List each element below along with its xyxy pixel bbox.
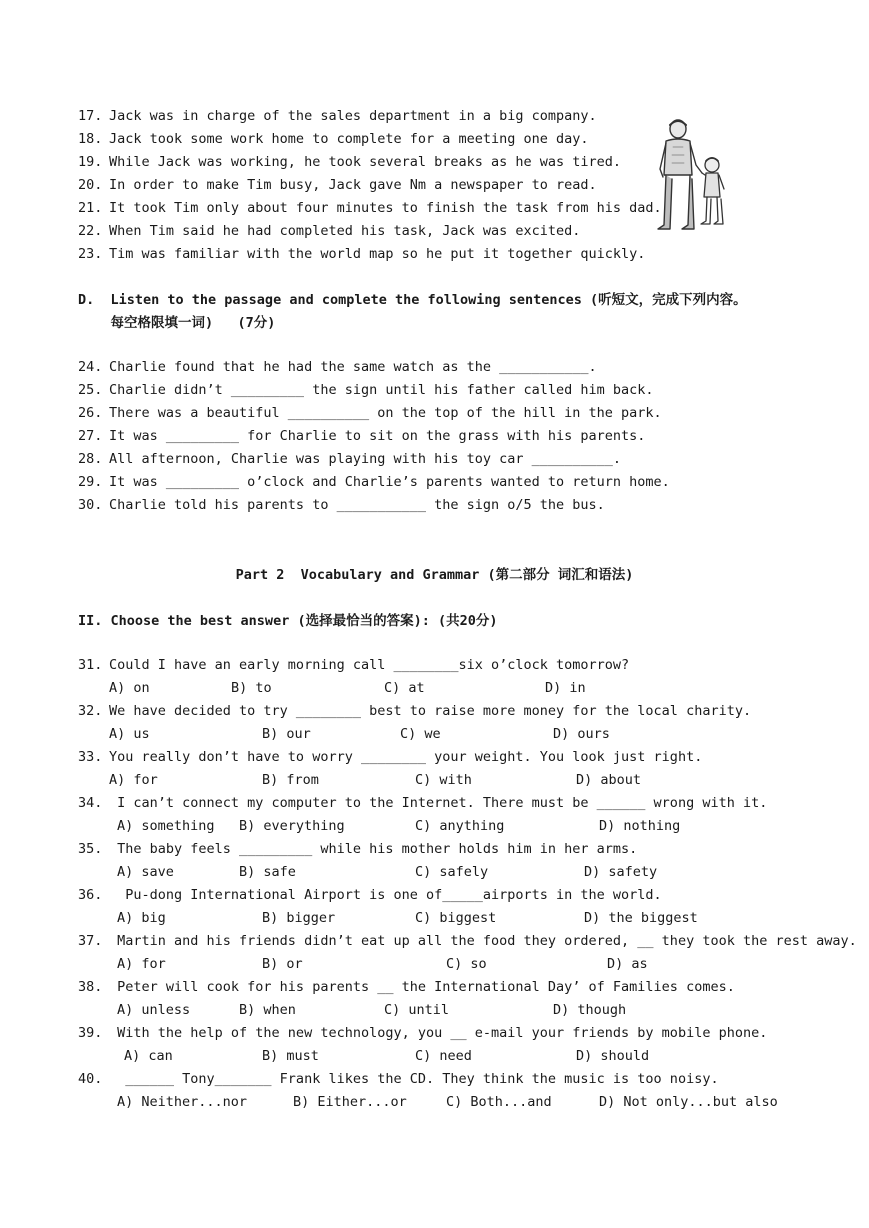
answer-option[interactable]: D) ours xyxy=(553,726,610,742)
question-stem xyxy=(78,884,838,907)
answer-option[interactable]: B) from xyxy=(262,772,319,788)
item-text: Charlie told his parents to ___________ the sign o/5 the bus. xyxy=(109,497,605,513)
item-number: 39. xyxy=(78,1025,103,1041)
item-text: Pu-dong International Airport is one of_____airports in the world. xyxy=(109,887,662,903)
item-number: 36. xyxy=(78,887,103,903)
item-text: When Tim said he had completed his task, Jack was excited. xyxy=(109,223,581,239)
item-number: 26. xyxy=(78,405,103,421)
answer-option[interactable]: A) us xyxy=(109,726,150,742)
item-number: 17. xyxy=(78,108,103,124)
item-number: 31. xyxy=(78,657,103,673)
answer-option[interactable]: C) so xyxy=(446,956,487,972)
item-text: I can’t connect my computer to the Internet. There must be ______ wrong with it. xyxy=(109,795,768,811)
answer-option[interactable]: B) bigger xyxy=(262,910,336,926)
answer-option[interactable]: D) in xyxy=(545,680,586,696)
item-text: All afternoon, Charlie was playing with his toy car __________. xyxy=(109,451,622,467)
question-stem xyxy=(78,792,838,815)
answer-options xyxy=(78,907,838,930)
answer-option[interactable]: D) nothing xyxy=(599,818,681,834)
item-number: 18. xyxy=(78,131,103,147)
item-text: The baby feels _________ while his mother holds him in her arms. xyxy=(109,841,638,857)
item-text: Jack took some work home to complete for a meeting one day. xyxy=(109,131,589,147)
item-text: It took Tim only about four minutes to finish the task from his dad. xyxy=(109,200,662,216)
answer-option[interactable]: C) Both...and xyxy=(446,1094,552,1110)
item-text: Charlie found that he had the same watch as the ___________. xyxy=(109,359,597,375)
answer-option[interactable]: C) biggest xyxy=(415,910,497,926)
item-text: Jack was in charge of the sales department in a big company. xyxy=(109,108,597,124)
item-text: There was a beautiful __________ on the top of the hill in the park. xyxy=(109,405,662,421)
item-number: 27. xyxy=(78,428,103,444)
part2-title: Part 2 Vocabulary and Grammar (第二部分 词汇和语法) xyxy=(235,567,634,583)
item-number: 28. xyxy=(78,451,103,467)
fill-in-sentence xyxy=(78,425,818,448)
item-text: Tim was familiar with the world map so he put it together quickly. xyxy=(109,246,646,262)
answer-option[interactable]: B) everything xyxy=(239,818,345,834)
answer-option[interactable]: A) for xyxy=(117,956,166,972)
item-number: 19. xyxy=(78,154,103,170)
answer-option[interactable]: B) or xyxy=(262,956,303,972)
question-stem xyxy=(78,746,838,769)
answer-option[interactable]: B) to xyxy=(231,680,272,696)
item-number: 35. xyxy=(78,841,103,857)
item-number: 21. xyxy=(78,200,103,216)
section-d-heading xyxy=(78,289,818,335)
item-text: We have decided to try ________ best to raise more money for the local charity. xyxy=(109,703,752,719)
answer-option[interactable]: A) can xyxy=(124,1048,173,1064)
section-d-title-line1: D. Listen to the passage and complete the following sentences (听短文，完成下列内容。 xyxy=(78,292,747,308)
item-number: 32. xyxy=(78,703,103,719)
fill-in-sentence xyxy=(78,379,818,402)
item-number: 23. xyxy=(78,246,103,262)
section-ii-title: II. Choose the best answer (选择最恰当的答案): (共20分) xyxy=(78,613,498,629)
item-text: With the help of the new technology, you __ e-mail your friends by mobile phone. xyxy=(109,1025,768,1041)
answer-options xyxy=(78,1091,838,1114)
answer-option[interactable]: B) safe xyxy=(239,864,296,880)
item-text: Could I have an early morning call ________six o’clock tomorrow? xyxy=(109,657,630,673)
item-number: 25. xyxy=(78,382,103,398)
answer-option[interactable]: A) Neither...nor xyxy=(117,1094,248,1110)
fill-in-sentence xyxy=(78,402,818,425)
question-stem xyxy=(78,700,838,723)
item-text: ______ Tony_______ Frank likes the CD. They think the music is too noisy. xyxy=(109,1071,719,1087)
item-text: Peter will cook for his parents __ the International Day’ of Families comes. xyxy=(109,979,735,995)
father-and-son-illustration xyxy=(648,117,730,232)
answer-option[interactable]: B) Either...or xyxy=(293,1094,407,1110)
answer-option[interactable]: D) as xyxy=(607,956,648,972)
answer-option[interactable]: C) need xyxy=(415,1048,472,1064)
answer-options xyxy=(78,723,838,746)
fill-in-sentence xyxy=(78,356,818,379)
question-stem xyxy=(78,1022,838,1045)
answer-option[interactable]: D) safety xyxy=(584,864,658,880)
item-number: 24. xyxy=(78,359,103,375)
answer-option[interactable]: D) about xyxy=(576,772,642,788)
item-number: 38. xyxy=(78,979,103,995)
answer-option[interactable]: D) the biggest xyxy=(584,910,698,926)
item-text: It was _________ for Charlie to sit on the grass with his parents. xyxy=(109,428,646,444)
answer-option[interactable]: D) should xyxy=(576,1048,650,1064)
section-ii-heading xyxy=(78,610,818,633)
item-number: 29. xyxy=(78,474,103,490)
answer-option[interactable]: C) with xyxy=(415,772,472,788)
item-text: It was _________ o’clock and Charlie’s parents wanted to return home. xyxy=(109,474,670,490)
statement-line xyxy=(78,243,818,266)
answer-option[interactable]: A) unless xyxy=(117,1002,191,1018)
section-d-sentences xyxy=(78,356,818,517)
question-stem xyxy=(78,654,838,677)
fill-in-sentence xyxy=(78,471,818,494)
item-text: Charlie didn’t _________ the sign until his father called him back. xyxy=(109,382,654,398)
item-text: Martin and his friends didn’t eat up all the food they ordered, __ they took the rest away. xyxy=(109,933,857,949)
answer-options xyxy=(78,953,838,976)
question-stem xyxy=(78,930,857,953)
item-number: 34. xyxy=(78,795,103,811)
answer-option[interactable]: A) big xyxy=(117,910,166,926)
fill-in-sentence xyxy=(78,494,818,517)
item-number: 22. xyxy=(78,223,103,239)
answer-options xyxy=(78,999,838,1022)
answer-option[interactable]: C) at xyxy=(384,680,425,696)
answer-options xyxy=(78,769,838,792)
item-number: 30. xyxy=(78,497,103,513)
multiple-choice-questions xyxy=(78,654,857,1114)
answer-option[interactable]: C) we xyxy=(400,726,441,742)
answer-option[interactable]: D) though xyxy=(553,1002,627,1018)
item-text: While Jack was working, he took several breaks as he was tired. xyxy=(109,154,622,170)
answer-option[interactable]: C) safely xyxy=(415,864,489,880)
answer-option[interactable]: C) until xyxy=(384,1002,450,1018)
answer-option[interactable]: D) Not only...but also xyxy=(599,1094,778,1110)
answer-options xyxy=(78,1045,838,1068)
item-text: You really don’t have to worry ________ your weight. You look just right. xyxy=(109,749,703,765)
question-stem xyxy=(78,976,838,999)
answer-option[interactable]: C) anything xyxy=(415,818,505,834)
item-number: 33. xyxy=(78,749,103,765)
item-number: 37. xyxy=(78,933,103,949)
answer-options xyxy=(78,815,838,838)
answer-option[interactable]: B) our xyxy=(262,726,311,742)
answer-options xyxy=(78,861,838,884)
answer-option[interactable]: A) for xyxy=(109,772,158,788)
answer-option[interactable]: B) when xyxy=(239,1002,296,1018)
answer-option[interactable]: A) save xyxy=(117,864,174,880)
item-number: 40. xyxy=(78,1071,103,1087)
answer-options xyxy=(78,677,838,700)
item-number: 20. xyxy=(78,177,103,193)
answer-option[interactable]: B) must xyxy=(262,1048,319,1064)
section-d-title-line2: 每空格限填一词) (7分) xyxy=(78,315,276,331)
fill-in-sentence xyxy=(78,448,818,471)
question-stem xyxy=(78,1068,838,1091)
answer-option[interactable]: A) something xyxy=(117,818,215,834)
item-text: In order to make Tim busy, Jack gave Nm a newspaper to read. xyxy=(109,177,597,193)
answer-option[interactable]: A) on xyxy=(109,680,150,696)
question-stem xyxy=(78,838,838,861)
